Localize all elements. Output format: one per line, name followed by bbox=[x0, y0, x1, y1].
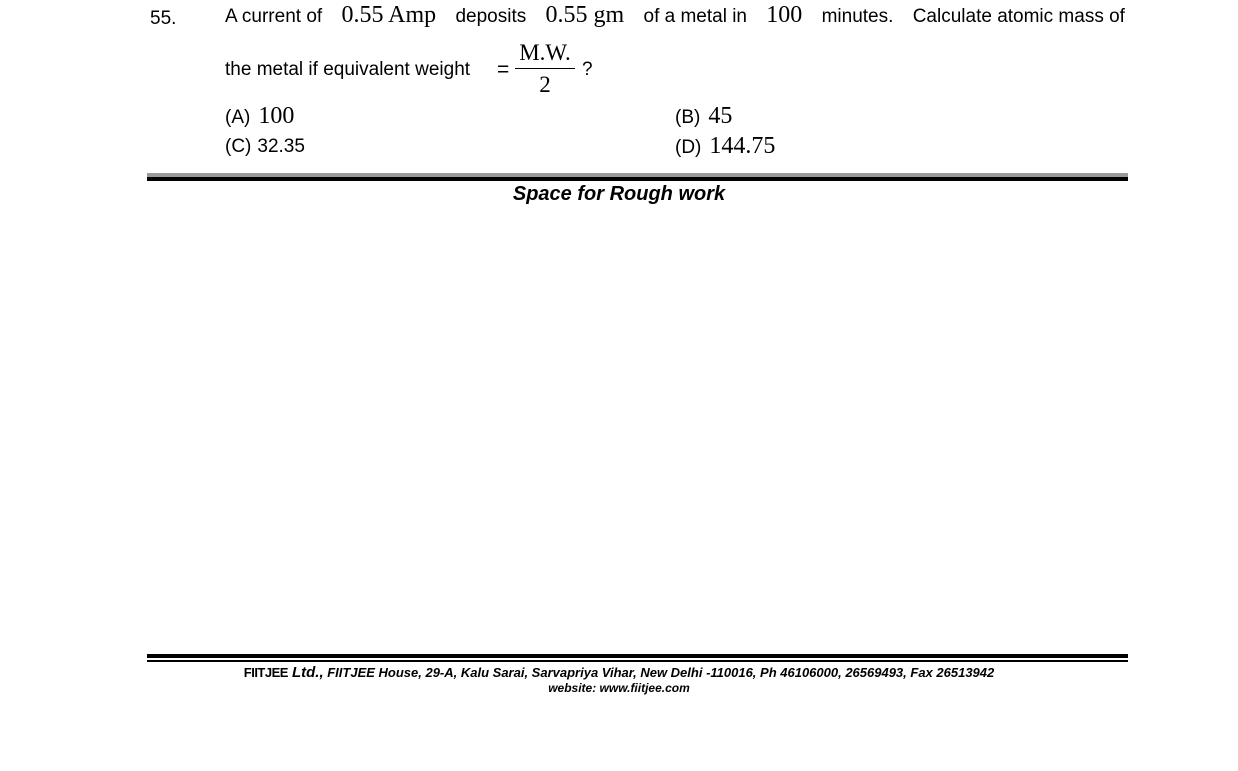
option-a-value: 100 bbox=[258, 103, 295, 129]
question-text-5: Calculate atomic mass of bbox=[912, 6, 1125, 27]
question-line-1 bbox=[225, 2, 1125, 34]
option-b[interactable] bbox=[675, 103, 732, 130]
option-c-label: (C) bbox=[225, 136, 252, 157]
question-text-3: of a metal in bbox=[643, 6, 747, 27]
option-c-value: 32.35 bbox=[257, 136, 305, 157]
question-text-4: minutes. bbox=[821, 6, 894, 27]
footer-address-line bbox=[0, 664, 1238, 681]
top-divider bbox=[147, 173, 1128, 181]
footer-brand: FIITJEE bbox=[243, 665, 288, 680]
footer-website: website: www.fiitjee.com bbox=[548, 681, 690, 695]
question-text-2: deposits bbox=[455, 6, 527, 27]
question-line-2: the metal if equivalent weight bbox=[225, 59, 471, 80]
rough-work-heading: Space for Rough work bbox=[512, 183, 726, 205]
question-text-1: A current of bbox=[225, 6, 323, 27]
option-b-label: (B) bbox=[675, 107, 701, 128]
option-d-value: 144.75 bbox=[709, 133, 776, 159]
fraction-numerator: M.W. bbox=[519, 40, 571, 65]
footer-address: FIITJEE House, 29-A, Kalu Sarai, Sarvapriya Vihar, New Delhi -110016, Ph 46106000, 26569493, Fax 26513942 bbox=[327, 665, 995, 680]
question-mark: ? bbox=[582, 59, 593, 80]
equals-sign: = bbox=[497, 58, 510, 81]
option-c[interactable] bbox=[225, 136, 305, 158]
equivalent-weight-fraction bbox=[515, 40, 575, 97]
option-a[interactable] bbox=[225, 103, 294, 130]
footer-ltd: Ltd., bbox=[291, 664, 324, 681]
fraction-bar bbox=[515, 68, 575, 69]
option-d[interactable] bbox=[675, 133, 775, 160]
option-d-label: (D) bbox=[675, 137, 702, 158]
time-value: 100 bbox=[766, 2, 803, 28]
fraction-denominator: 2 bbox=[539, 72, 551, 97]
mass-value: 0.55 gm bbox=[545, 2, 625, 28]
option-b-value: 45 bbox=[708, 103, 733, 129]
bottom-divider bbox=[147, 654, 1128, 662]
current-value: 0.55 Amp bbox=[341, 2, 437, 28]
question-number: 55. bbox=[150, 8, 177, 29]
option-a-label: (A) bbox=[225, 107, 251, 128]
